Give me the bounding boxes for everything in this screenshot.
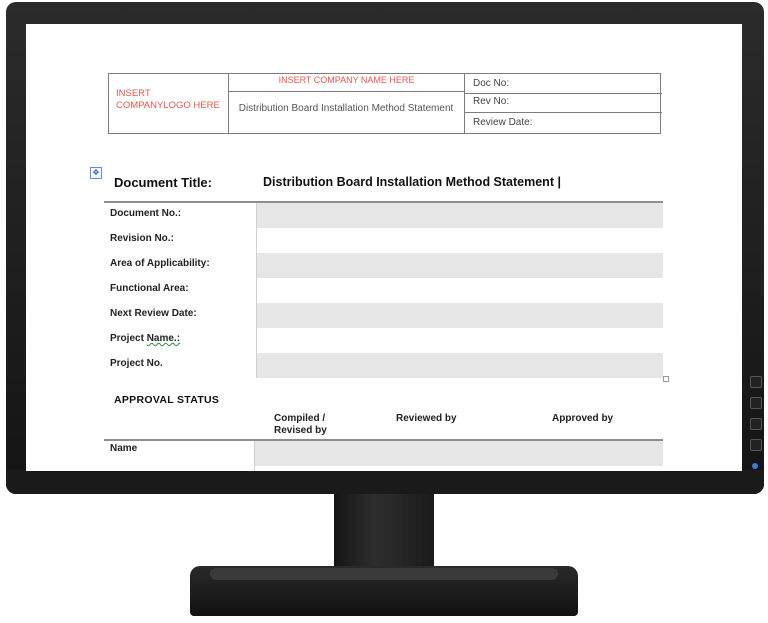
table-move-handle-icon[interactable]: ✥ bbox=[90, 167, 102, 179]
row-value-cell[interactable] bbox=[257, 353, 663, 378]
monitor-stand-base-top bbox=[210, 568, 558, 580]
rev-no-label[interactable]: Rev No: bbox=[473, 96, 510, 107]
document-title-value[interactable]: Distribution Board Installation Method Statement | bbox=[263, 175, 561, 189]
monitor-button bbox=[750, 418, 762, 430]
row-label: Revision No.: bbox=[110, 233, 174, 244]
review-date-label[interactable]: Review Date: bbox=[473, 117, 533, 128]
monitor-bezel-bottom bbox=[6, 470, 764, 494]
monitor-button bbox=[750, 376, 762, 388]
row-value-cell[interactable] bbox=[257, 278, 663, 303]
row-label: Area of Applicability: bbox=[110, 258, 210, 269]
row-value-cell[interactable] bbox=[257, 303, 663, 328]
monitor-stand-neck bbox=[334, 494, 434, 572]
table-row bbox=[104, 203, 663, 228]
approval-row-name: Name bbox=[110, 443, 138, 454]
table-resize-handle-icon[interactable] bbox=[663, 376, 669, 382]
monitor-button bbox=[750, 439, 762, 451]
table-row bbox=[104, 253, 663, 278]
header-table bbox=[108, 73, 661, 134]
row-value-cell[interactable] bbox=[257, 328, 663, 353]
company-name-placeholder[interactable]: INSERT COMPANY NAME HERE bbox=[278, 75, 415, 85]
approval-status-heading: APPROVAL STATUS bbox=[114, 394, 220, 406]
table-row bbox=[104, 328, 663, 353]
row-label: Document No.: bbox=[110, 208, 182, 219]
table-row bbox=[104, 303, 663, 328]
row-value-cell[interactable] bbox=[257, 228, 663, 253]
row-label: Functional Area: bbox=[110, 283, 189, 294]
document-title-label: Document Title: bbox=[114, 175, 212, 190]
row-label: Next Review Date: bbox=[110, 308, 197, 319]
monitor-button bbox=[750, 397, 762, 409]
row-label: Project Name.: bbox=[110, 333, 181, 344]
table-row bbox=[104, 228, 663, 253]
row-value-cell[interactable] bbox=[257, 203, 663, 228]
header-doc-title[interactable]: Distribution Board Installation Method Statement bbox=[238, 103, 454, 114]
spellcheck-flagged-word[interactable]: Name.: bbox=[146, 333, 181, 344]
table-row bbox=[104, 353, 663, 378]
document-page[interactable] bbox=[26, 24, 742, 471]
column-header-reviewed: Reviewed by bbox=[396, 413, 457, 424]
row-label: Project No. bbox=[110, 358, 163, 369]
approval-name-cell[interactable] bbox=[255, 441, 663, 466]
row-value-cell[interactable] bbox=[257, 253, 663, 278]
logo-placeholder[interactable]: INSERT COMPANYLOGO HERE bbox=[116, 88, 220, 111]
doc-no-label[interactable]: Doc No: bbox=[473, 78, 510, 89]
power-led-icon bbox=[752, 463, 758, 469]
table-row bbox=[104, 278, 663, 303]
column-header-compiled: Compiled / Revised by bbox=[274, 413, 327, 436]
column-header-approved: Approved by bbox=[552, 413, 614, 424]
